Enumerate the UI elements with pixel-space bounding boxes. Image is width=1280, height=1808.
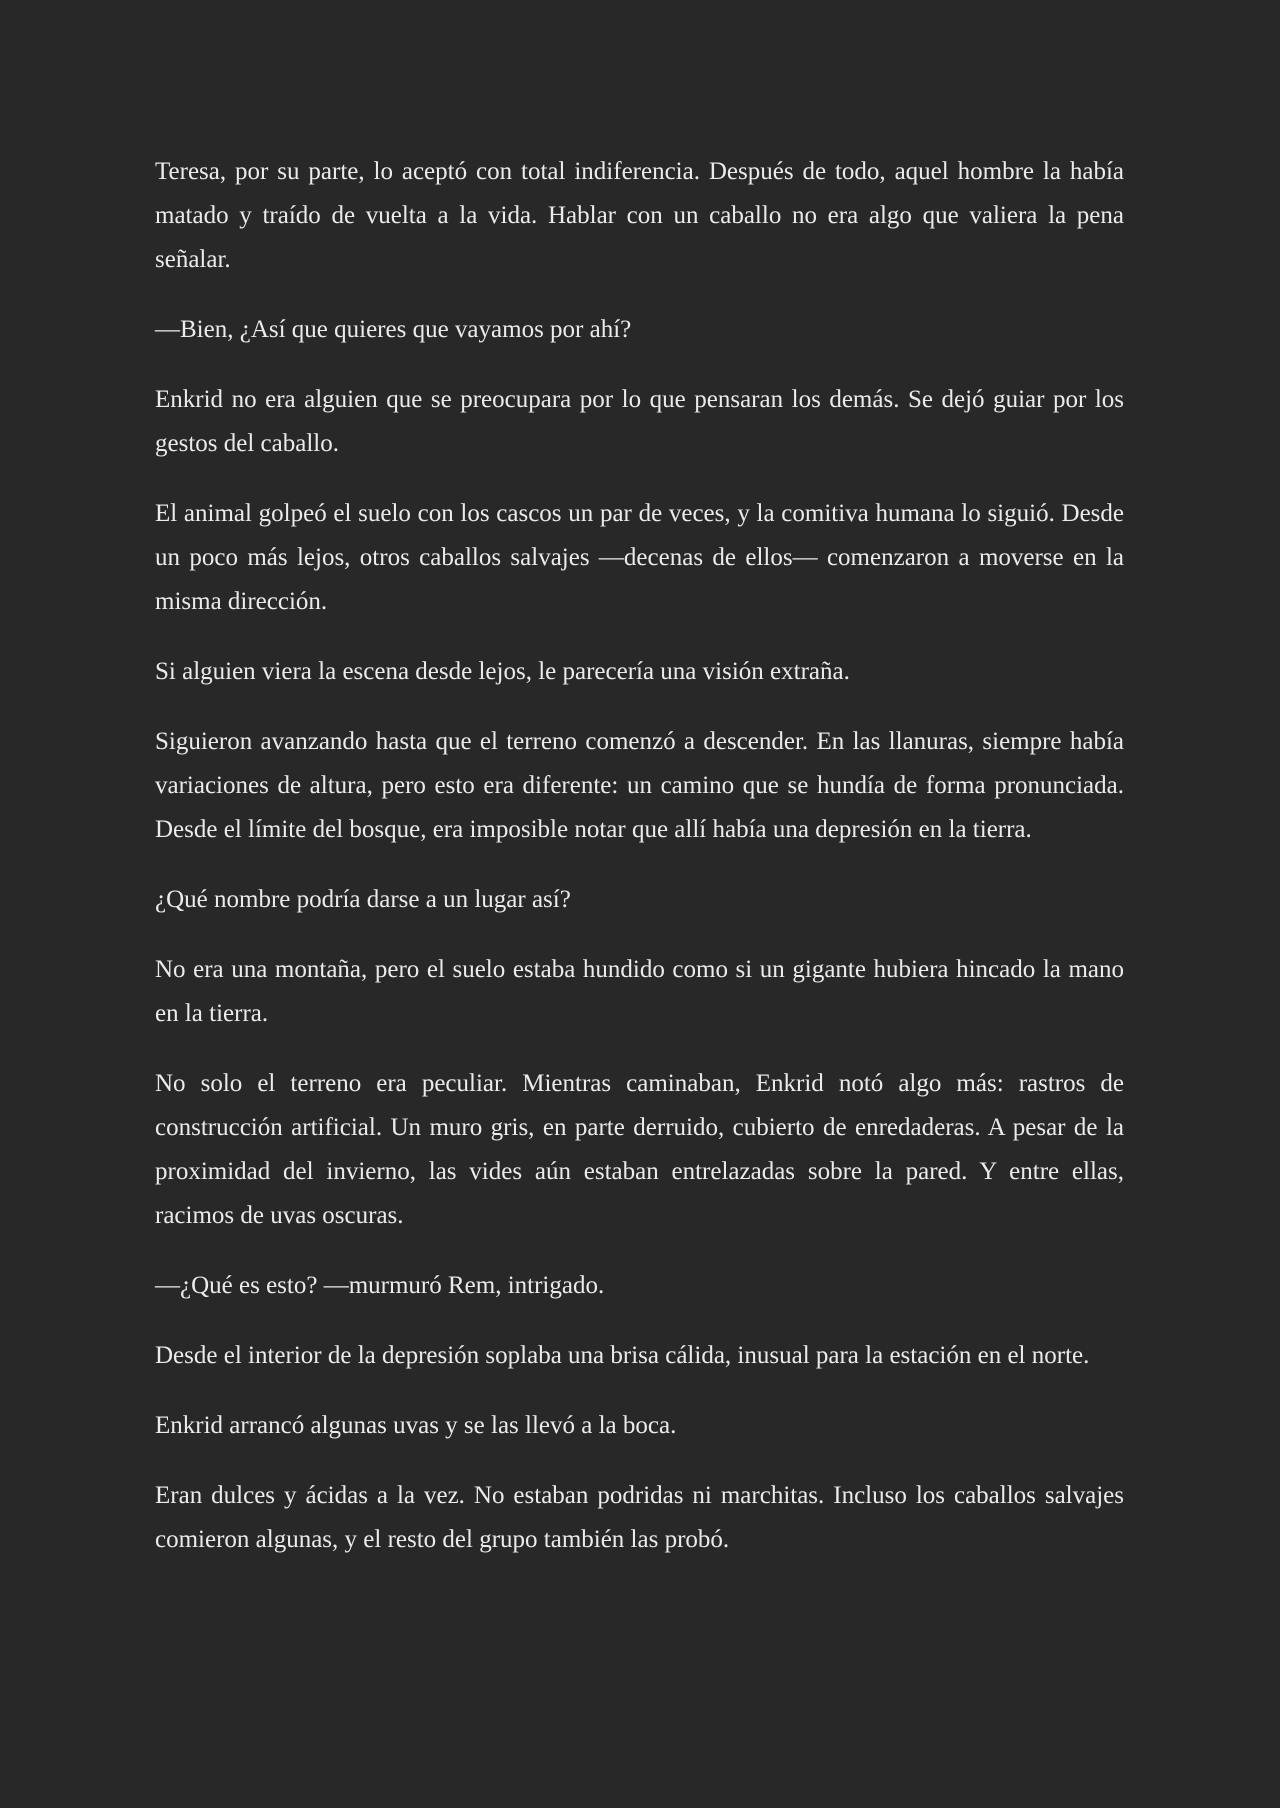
paragraph: No solo el terreno era peculiar. Mientras caminaban, Enkrid notó algo más: rastros de construcción artificial. Un muro gris, en parte derruido, cubierto de enredaderas. A pesar de la proximidad del invierno, las vides aún estaban entrelazadas sobre la pared. Y entre ellas, racimos de uvas oscuras. <box>155 1070 1124 1229</box>
paragraph: ¿Qué nombre podría darse a un lugar así? <box>155 886 571 913</box>
paragraph: Desde el interior de la depresión soplaba una brisa cálida, inusual para la estación en el norte. <box>155 1342 1090 1369</box>
paragraph: Siguieron avanzando hasta que el terreno comenzó a descender. En las llanuras, siempre había variaciones de altura, pero esto era diferente: un camino que se hundía de forma pronunciada. Desde el límite del bosque, era imposible notar que allí había una depresión en la tierra. <box>155 728 1124 843</box>
reader-page <box>155 150 1124 1588</box>
paragraph: Enkrid no era alguien que se preocupara por lo que pensaran los demás. Se dejó guiar por los gestos del caballo. <box>155 386 1124 457</box>
paragraph: Si alguien viera la escena desde lejos, le parecería una visión extraña. <box>155 658 850 685</box>
paragraph: El animal golpeó el suelo con los cascos un par de veces, y la comitiva humana lo siguió. Desde un poco más lejos, otros caballos salvajes —decenas de ellos— comenzaron a moverse en la misma dirección. <box>155 500 1124 615</box>
paragraph: —Bien, ¿Así que quieres que vayamos por ahí? <box>155 316 632 343</box>
paragraph: Eran dulces y ácidas a la vez. No estaban podridas ni marchitas. Incluso los caballos salvajes comieron algunas, y el resto del grupo también las probó. <box>155 1482 1124 1553</box>
paragraph: —¿Qué es esto? —murmuró Rem, intrigado. <box>155 1272 605 1299</box>
paragraph: Enkrid arrancó algunas uvas y se las llevó a la boca. <box>155 1412 677 1439</box>
paragraph: Teresa, por su parte, lo aceptó con total indiferencia. Después de todo, aquel hombre la había matado y traído de vuelta a la vida. Hablar con un caballo no era algo que valiera la pena señalar. <box>155 158 1124 273</box>
paragraph: No era una montaña, pero el suelo estaba hundido como si un gigante hubiera hincado la mano en la tierra. <box>155 956 1124 1027</box>
